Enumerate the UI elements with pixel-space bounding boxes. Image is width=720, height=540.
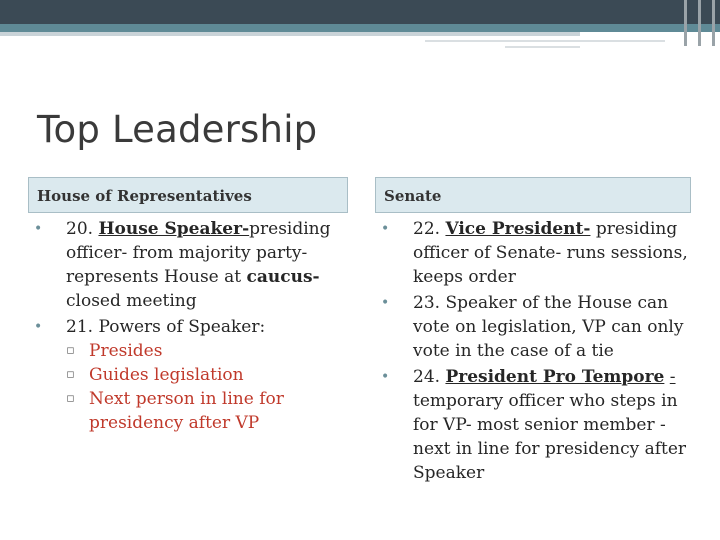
top-band-light — [0, 32, 580, 36]
page-title: Top Leadership — [37, 108, 318, 151]
decor-stripe — [698, 0, 701, 46]
item-text: closed meeting — [66, 291, 197, 311]
sub-bullet-icon: ▫ — [66, 367, 75, 382]
top-band-teal — [0, 24, 720, 32]
bullet-icon: • — [34, 319, 43, 335]
item-term: Vice President- — [445, 219, 591, 239]
bullet-icon: • — [381, 295, 390, 311]
item-number: 20. — [66, 219, 94, 239]
decor-line — [505, 46, 580, 48]
house-column — [30, 217, 348, 435]
item-number: 22. — [413, 219, 441, 239]
item-term: caucus- — [246, 267, 320, 287]
item-text: presiding officer of Senate- runs sessions, keeps order — [413, 219, 688, 287]
item-number: 21. — [66, 317, 94, 337]
top-band-dark — [0, 0, 720, 24]
decor-line — [425, 40, 665, 42]
list-item — [30, 217, 348, 313]
list-item — [30, 315, 348, 339]
item-term: House Speaker- — [98, 219, 250, 239]
item-number: 23. — [413, 293, 441, 313]
bullet-icon: • — [34, 221, 43, 237]
list-item — [377, 291, 693, 363]
sub-list-item — [30, 363, 348, 387]
item-number: 24. — [413, 367, 441, 387]
sub-bullet-icon: ▫ — [66, 391, 75, 406]
sub-item-text: Guides legislation — [89, 365, 244, 385]
sub-item-text: Next person in line for presidency after VP — [89, 389, 284, 433]
list-item — [377, 217, 693, 289]
bullet-icon: • — [381, 221, 390, 237]
sub-bullet-icon: ▫ — [66, 343, 75, 358]
item-text: Speaker of the House can vote on legislation, VP can only vote in the case of a tie — [413, 293, 684, 361]
sub-item-text: Presides — [89, 341, 163, 361]
sub-list-item — [30, 387, 348, 435]
item-text: presiding officer- from majority party- represents House at — [66, 219, 331, 287]
decor-stripe — [712, 0, 715, 46]
item-text: temporary officer who steps in for VP- most senior member - next in line for presidency after Speaker — [413, 391, 687, 483]
bullet-icon: • — [381, 369, 390, 385]
senate-column — [377, 217, 693, 485]
decor-stripe — [684, 0, 687, 46]
item-term: President Pro Tempore — [445, 367, 665, 387]
item-text: Powers of Speaker: — [98, 317, 266, 337]
house-header: House of Representatives — [28, 177, 348, 213]
list-item — [377, 365, 693, 485]
senate-header: Senate — [375, 177, 691, 213]
item-dash: - — [669, 367, 676, 387]
sub-list-item — [30, 339, 348, 363]
